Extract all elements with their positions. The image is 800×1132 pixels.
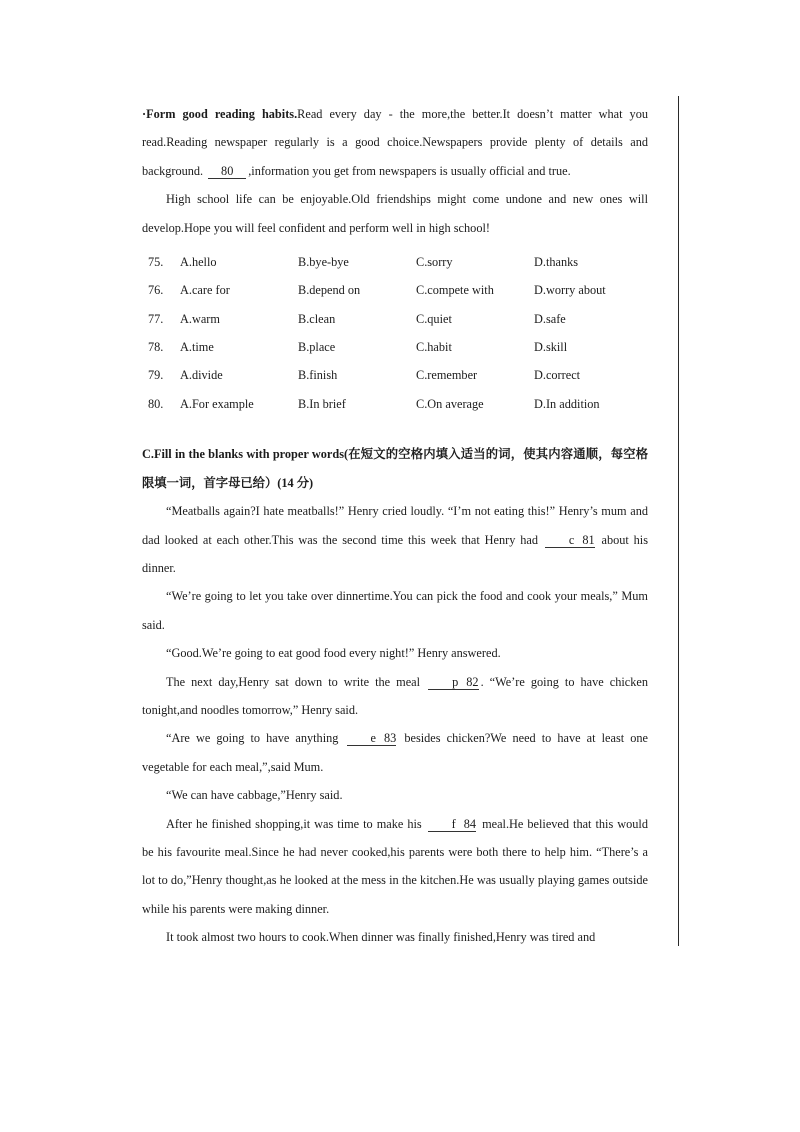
- option-b[interactable]: B.place: [298, 339, 336, 354]
- blank-82[interactable]: p 82: [428, 675, 478, 690]
- option-row: [148, 248, 606, 276]
- question-number: 78.: [148, 339, 164, 354]
- option-row: [148, 390, 606, 418]
- worksheet-page: [142, 100, 648, 952]
- option-b[interactable]: B.finish: [298, 368, 338, 383]
- question-number: 79.: [148, 368, 164, 383]
- option-row: [148, 362, 606, 390]
- option-c[interactable]: C.compete with: [416, 283, 494, 298]
- options-table: [148, 248, 606, 418]
- story-paragraph-3: “Good.We’re going to eat good food every night!” Henry answered.: [166, 646, 501, 661]
- story-paragraph-7: After he finished shopping,it was time to make his f 84 meal.He believed that this would be his favourite meal.Since he had never cooked,his parents were both there to help him. “There’s a lot to do,”Henry thought,as he looked at the mess in the kitchen.He was usually playing games outside while his parents were making dinner.: [142, 816, 648, 916]
- option-d[interactable]: D.worry about: [534, 283, 606, 298]
- option-d[interactable]: D.In addition: [534, 396, 600, 411]
- question-number: 75.: [148, 254, 164, 269]
- option-d[interactable]: D.safe: [534, 311, 566, 326]
- question-number: 80.: [148, 396, 164, 411]
- story-paragraph-5: “Are we going to have anything e 83 besides chicken?We need to have at least one vegetable for each meal,”,said Mum.: [142, 731, 648, 774]
- option-c[interactable]: C.habit: [416, 339, 452, 354]
- option-row: [148, 276, 606, 304]
- option-a[interactable]: A.care for: [180, 283, 230, 298]
- option-d[interactable]: D.correct: [534, 368, 581, 383]
- option-b[interactable]: B.depend on: [298, 283, 361, 298]
- option-b[interactable]: B.clean: [298, 311, 336, 326]
- question-number: 77.: [148, 311, 164, 326]
- page-margin-rule: [678, 96, 679, 946]
- tip-heading: ·Form good reading habits.: [142, 107, 298, 121]
- story-paragraph-6: “We can have cabbage,”Henry said.: [166, 788, 343, 803]
- high-school-paragraph: High school life can be enjoyable.Old friendships might come undone and new ones will develop.Hope you will feel confident and perform well in high school!: [142, 192, 648, 235]
- blank-84[interactable]: f 84: [428, 817, 476, 832]
- option-a[interactable]: A.hello: [180, 254, 217, 269]
- story-paragraph-4: The next day,Henry sat down to write the meal p 82 . “We’re going to have chicken tonight,and noodles tomorrow,” Henry said.: [142, 674, 649, 718]
- story-paragraph-8: It took almost two hours to cook.When dinner was finally finished,Henry was tired and: [166, 930, 596, 945]
- option-row: [148, 333, 606, 361]
- option-c[interactable]: C.remember: [416, 368, 478, 383]
- option-d[interactable]: D.thanks: [534, 254, 579, 269]
- option-row: [148, 305, 606, 333]
- option-a[interactable]: A.warm: [180, 311, 220, 326]
- reading-habits-paragraph: ·Form good reading habits.Read every day - the more,the better.It doesn’t matter what you read.Reading newspaper regularly is a good choice.Newspapers provide plenty of details and background. 80 ,information you get from newspapers is usually official and true.: [142, 107, 648, 178]
- option-d[interactable]: D.skill: [534, 339, 568, 354]
- blank-83[interactable]: e 83: [347, 731, 397, 746]
- section-c-heading: C.Fill in the blanks with proper words(在短文的空格内填入适当的词，使其内容通顺，每空格限填一词，首字母已给）(14 分): [142, 447, 648, 490]
- option-b[interactable]: B.In brief: [298, 396, 346, 411]
- blank-81[interactable]: c 81: [545, 533, 595, 548]
- blank-80[interactable]: 80: [208, 164, 246, 179]
- option-a[interactable]: A.time: [180, 339, 214, 354]
- option-b[interactable]: B.bye-bye: [298, 254, 349, 269]
- option-c[interactable]: C.sorry: [416, 254, 453, 269]
- option-c[interactable]: C.On average: [416, 396, 484, 411]
- story-paragraph-2: “We’re going to let you take over dinnertime.You can pick the food and cook your meals,” Mum said.: [142, 589, 648, 632]
- option-c[interactable]: C.quiet: [416, 311, 452, 326]
- question-number: 76.: [148, 283, 164, 298]
- option-a[interactable]: A.divide: [180, 368, 223, 383]
- option-a[interactable]: A.For example: [180, 396, 254, 411]
- story-paragraph-1: “Meatballs again?I hate meatballs!” Henry cried loudly. “I’m not eating this!” Henry’s mum and dad looked at each other.This was the second time this week that Henry had c 81 about his dinner.: [142, 504, 649, 575]
